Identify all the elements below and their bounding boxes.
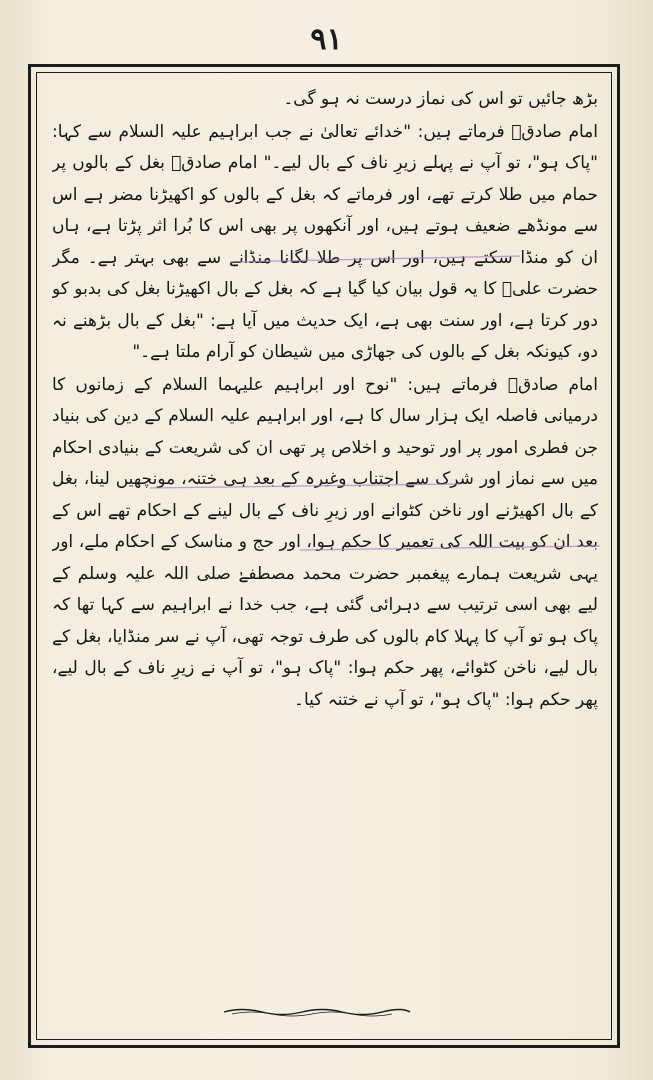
paragraph-1: بڑھ جائیں تو اس کی نماز درست نہ ہو گی۔ xyxy=(283,89,598,109)
body-text xyxy=(52,84,598,964)
paragraph-2: امام صادقؑ فرماتے ہیں: "خدائے تعالیٰ نے جب ابراہیم علیہ السلام سے کہا: "پاک ہو"، تو آپ نے پہلے زیرِ ناف کے بال لیے۔" امام صادقؑ بغل کے بالوں پر حمام میں طلا کرتے تھے، اور فرماتے کہ بغل کے بالوں کو اکھیڑنا مضر ہے اس سے مونڈھے ضعیف ہوتے ہیں، اور آنکھوں پر بھی اس کا بُرا اثر پڑتا ہے، ہاں ان کو منڈا سکتے ہیں، اور اس پر طلا لگانا منڈانے سے بھی بہتر ہے۔ مگر حضرت علیؑ کا یہ قول بیان کیا گیا ہے کہ بغل کے بال اکھیڑنا بغل کی بدبو کو دور کرتا ہے، اور سنت بھی ہے، ایک حدیث میں آیا ہے: "بغل کے بال بڑھنے نہ دو، کیونکہ بغل کے بالوں کی جھاڑی میں شیطان کو آرام ملتا ہے۔" xyxy=(52,121,598,362)
page-number: ۹۱ xyxy=(310,22,343,57)
end-ornament xyxy=(222,1006,412,1018)
paragraph-3: امام صادقؑ فرماتے ہیں: "نوح اور ابراہیم علیہما السلام کے زمانوں کا درمیانی فاصلہ ایک ہزار سال کا ہے، اور ابراہیم علیہ السلام کے دین کی بنیاد جن فطری امور پر اور توحید و اخلاص پر تھی ان کی شریعت کے بنیادی احکام میں سے نماز اور شرک سے اجتناب وغیرہ کے بعد ہی ختنہ، مونچھیں لینا، بغل کے بال اکھیڑنے اور ناخن کٹوانے اور زیرِ ناف کے بال لینے کے احکام تھے اس کے بعد ان کو بیت اللہ کی تعمیر کا حکم ہوا، اور حج و مناسک کے احکام ملے، اور یہی شریعت ہمارے پیغمبر حضرت محمد مصطفےٰ صلی اللہ علیہ وسلم کے لیے بھی اسی ترتیب سے دہرائی گئی ہے، جب خدا نے ابراہیم سے کہا تھا کہ پاک ہو تو آپ کا پہلا کام بالوں کی طرف توجہ تھی، آپ نے سر منڈایا، بغل کے بال لیے، ناخن کٹوائے، پھر حکم ہوا: "پاک ہو"، تو آپ نے زیرِ ناف کے بال لیے، پھر حکم ہوا: "پاک ہو"، تو آپ نے ختنہ کیا۔ xyxy=(52,374,598,710)
